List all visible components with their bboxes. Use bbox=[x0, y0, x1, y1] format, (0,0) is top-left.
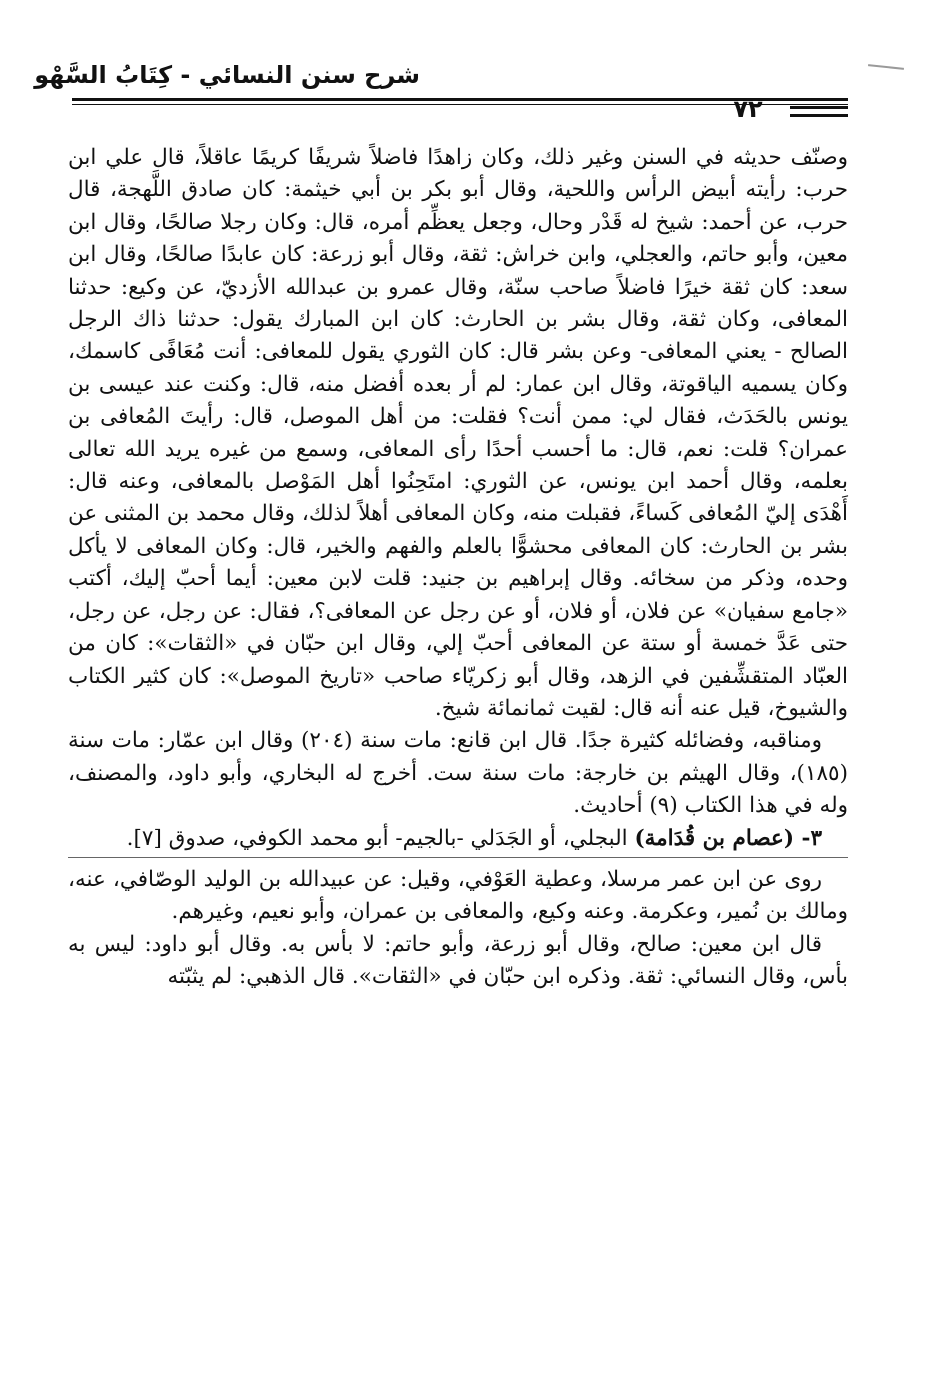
paragraph: قال ابن معين: صالح، وقال أبو زرعة، وأبو حاتم: لا بأس به. وقال أبو داود: ليس به بأس، وقال النسائي: ثقة. وذكره ابن حبّان في «الثقات». قال الذهبي: لم يثبّته bbox=[68, 931, 848, 990]
narrator-name: ٣- (عصام بن قُدَامة) bbox=[634, 825, 822, 851]
running-header-title: شرح سنن النسائي - كِتَابُ السَّهْو bbox=[34, 61, 420, 89]
scan-mark bbox=[868, 64, 904, 70]
paragraph: روى عن ابن عمر مرسلا، وعطية العَوْفي، وقيل: عن عبيدالله بن الوليد الوصّافي، عنه، ومالك بن نُمير، وعكرمة. وعنه وكيع، والمعافى بن عمران، وأبو نعيم، وغيرهم. bbox=[68, 866, 848, 925]
page-number-rule bbox=[790, 98, 848, 120]
section-divider bbox=[68, 857, 848, 858]
rule-bar bbox=[790, 106, 848, 109]
narrator-entry bbox=[68, 823, 848, 855]
narrator-description: البجلي، أو الجَدَلي -بالجيم- أبو محمد الكوفي، صدوق [٧]. bbox=[126, 825, 635, 851]
rule-bar bbox=[790, 98, 848, 101]
page-number: ٧٢ bbox=[733, 95, 763, 123]
paragraph: ومناقبه، وفضائله كثيرة جدًا. قال ابن قانع: مات سنة (٢٠٤) وقال ابن عمّار: مات سنة (١٨٥)، وقال الهيثم بن خارجة: مات سنة ست. أخرج له البخاري، وأبو داود، والمصنف، وله في هذا الكتاب (٩) أحاديث. bbox=[68, 728, 848, 819]
rule-bar bbox=[790, 114, 848, 117]
paragraph: وصنّف حديثه في السنن وغير ذلك، وكان زاهدًا فاضلاً شريفًا كريمًا عاقلاً، قال علي ابن حرب: رأيته أبيض الرأس واللحية، وقال أبو بكر بن أبي خيثمة: كان صادق اللَّهجة، قال حرب، عن أحمد: شيخ له قَدْر وحال، وجعل يعظِّم أمره، قال: وكان رجلا صالحًا، وقال ابن معين، وأبو حاتم، والعجلي، وابن خراش: ثقة، وقال أبو زرعة: كان عابدًا صالحًا، وقال ابن سعد: كان ثقة خيرًا فاضلاً صاحب سنّة، وقال عمرو بن عبدالله الأزديّ، عن وكيع: حدثنا المعافى، وكان ثقة، وقال بشر بن الحارث: كان ابن المبارك يقول: حدثنا ذاك الرجل الصالح - يعني المعافى- وعن بشر قال: كان الثوري يقول للمعافى: أنت مُعَافًى كاسمك، وكان يسميه الياقوتة، وقال ابن عمار: لم أر بعده أفضل منه، قال: وكنت عند عيسى بن يونس بالحَدَث، فقال لي: ممن أنت؟ فقلت: من أهل الموصل، قال: رأيتَ المُعافى بن عمران؟ قلت: نعم، قال: ما أحسب أحدًا رأى المعافى، وسمع من غيره يريد الله تعالى بعلمه، وقال أحمد ابن يونس، عن الثوري: امتَحِنُوا أهل المَوْصل بالمعافى، وعنه قال: أَهْدَى إليّ المُعافى كَساءً، فقبلت منه، وكان المعافى أهلاً لذلك، وقال محمد بن المثنى عن بشر بن الحارث: كان المعافى محشوًّا بالعلم والفهم والخير، قال: وكان المعافى لا يأكل وحده، وذكر من سخائه. وقال إبراهيم بن جنيد: قلت لابن معين: أيما أحبّ إليك، أكتب «جامع سفيان» عن فلان، أو فلان، أو عن رجل عن المعافى؟، فقال: عن رجل، عن رجل، حتى عَدَّ خمسة أو ستة عن المعافى أحبّ إلي، وقال ابن حبّان في «الثقات»: كان من العبّاد المتقشِّفين في الزهد، وقال أبو زكريّاء صاحب «تاريخ الموصل»: كان كثير الكتاب والشيوخ، قيل عنه أنه قال: لقيت ثمانمائة شيخ. bbox=[68, 145, 848, 721]
body-text bbox=[68, 142, 848, 994]
